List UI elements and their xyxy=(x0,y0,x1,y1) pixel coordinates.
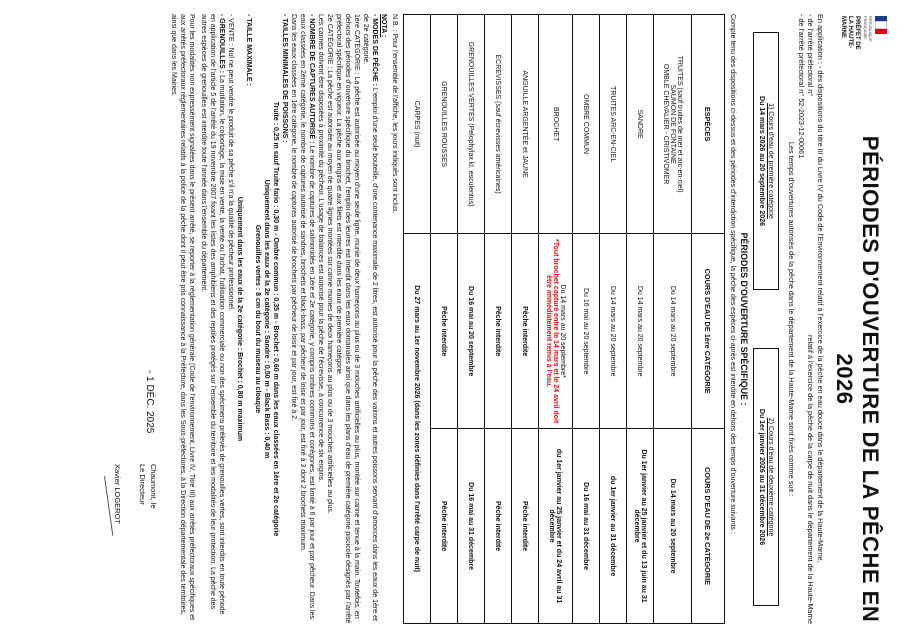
brochet-warning: *Tout brochet capturé entre le 14 mars et le 24 avril doit être immédiatement remis à l'eau. xyxy=(544,239,559,424)
species-cell: ANGUILLE ARGENTÉE et JAUNE xyxy=(511,15,538,234)
table-row xyxy=(457,15,484,624)
logo-republique: RÉPUBLIQUE FRANÇAISE xyxy=(863,16,873,42)
cat1-cell: Du 14 mars au 20 septembre xyxy=(626,234,653,429)
intro-line-3: - de l'arrêté préfectoral n° 52-2023-12-00061 xyxy=(796,14,806,159)
header-species: ESPÈCES xyxy=(691,15,724,234)
header xyxy=(832,14,893,624)
cat2-cell: Du 14 mars au 20 septembre xyxy=(653,429,691,624)
page-title: PÉRIODES D'OUVERTURE DE LA PÊCHE EN 2026 xyxy=(832,135,883,623)
intro-line-2 xyxy=(806,14,816,624)
grenouilles-title: - GRENOUILLES : xyxy=(217,14,225,74)
tailles-line-3: Grenouilles vertes : 8 cm du bout du museau au cloaque xyxy=(253,224,261,414)
carpe-cell: Du 27 mars au 1er novembre 2026 (dans les zones définies dans l'arrêté carpe de nuit) xyxy=(403,234,430,624)
cat2-cell: Du 1er janvier au 25 janvier et du 13 juin au 31 décembre xyxy=(626,429,653,624)
table-row xyxy=(511,15,538,624)
cat1-cell: Pêche interdite xyxy=(430,234,457,429)
cat2-cell: Pêche interdite xyxy=(511,429,538,624)
intro-line-4: Les temps d'ouvertures autorisés de la pêche dans le département de la Haute-Marne sont fixés comme suit : xyxy=(787,141,797,497)
taille-max-text: Uniquement dans les eaux de la 2e catégorie : Brochet : 0,80 m maximum xyxy=(235,196,243,442)
signature-date: - 1 DÉC. 2025 xyxy=(143,370,155,434)
tailles-title xyxy=(280,14,289,624)
species-cell: GRENOUILLES ROUSSES xyxy=(430,15,457,234)
signature-block xyxy=(73,14,163,624)
category-1-dates: Du 14 mars 2026 au 20 septembre 2026 xyxy=(757,96,765,226)
species-cell: ÉCREVISSES (sauf écrevisses américaines) xyxy=(484,15,511,234)
cat1-cell: Du 14 mars au 20 septembre xyxy=(599,234,626,429)
tailles-line-2: Uniquement dans les eaux de la 2e catégorie : Sandre : 0,50 m - Black Bass : 0,40 m xyxy=(262,179,270,459)
header-cat2: COURS D'EAU DE 2e CATÉGORIE xyxy=(691,429,724,624)
cat1-cell xyxy=(538,234,572,429)
species-cell: SANDRE xyxy=(626,15,653,234)
header-cat1: COURS D'EAU DE 1ère CATÉGORIE xyxy=(691,234,724,429)
species-cell: GRENOUILLES VERTES (Pelophylax kl. esculentus) xyxy=(457,15,484,234)
footer-paragraph: Pour les modalités non expressément signalées dans le présent arrêté, se reporter à la réglementation générale (Code de l'environnement, Livre IV, Titre III) aux arrêtés préfectoraux spécifiques et aux arrêtés préfectoraux réglementaires relatifs à la police de la pêche dont il peut être pris connaissance à la Préfecture, dans les Sous-préfectures, à la Direction départementale des territoires, ainsi que dans les Mairies. xyxy=(169,14,195,621)
table-row xyxy=(430,15,457,624)
table-row xyxy=(403,15,430,624)
vente-paragraph: - VENTE : Nul ne peut vendre le produit de sa pêche s'il n'a la qualité de pêcheur professionnel. xyxy=(226,14,234,311)
cat1-cell: Du 14 mars au 20 septembre xyxy=(653,234,691,429)
table-row xyxy=(653,15,691,624)
cat2-cell: Du 16 mai au 31 décembre xyxy=(457,429,484,624)
tailles-title-text: - TAILLES MINIMALES DE POISSONS : xyxy=(280,14,288,143)
cat1-cell: Du 16 mai au 20 septembre xyxy=(457,234,484,429)
nombre-paragraph-2: Dans les eaux classées en 1ère catégorie, le nombre de captures autorisé de brochets par pêcheur de loisir et par jour, est fixé à 2. xyxy=(289,14,297,422)
category-2-dates: Du 1er janvier 2026 au 31 décembre 2026 xyxy=(757,408,765,546)
cat1-cell: Pêche interdite xyxy=(484,234,511,429)
nota-title: NOTA : xyxy=(379,14,387,38)
category-1-box xyxy=(753,32,779,290)
category-boxes xyxy=(753,32,779,606)
brochet-cat1-dates: Du 14 mars au 20 septembre* xyxy=(558,284,566,378)
nombre-title: - NOMBRE DE CAPTURES AUTORISÉ : xyxy=(307,14,315,144)
cat2-cell: Pêche interdite xyxy=(430,429,457,624)
grenouilles-text: La mutilation, le colportage, la mise en vente, la vente ou l'achat, l'utilisation commerciale ou non des spécimens prélevés de grenouilles vertes, sont interdits en toute période en application de l'article 5 de l'arrêté du 19 novembre 2007 fixant les listes des amphibiens et des reptiles protégés sur l'ensemble du territoire et les modalités de leur protection. La pêche des autres espèces de grenouilles est interdite toute l'année dans l'ensemble du département. xyxy=(199,14,225,615)
intro xyxy=(787,14,825,624)
cat2-cell: du 1er janvier au 31 décembre xyxy=(599,429,626,624)
taille-max-title xyxy=(244,14,253,624)
cat2-cell: du 1er janvier au 25 janvier et du 24 avril au 31 décembre xyxy=(538,429,572,624)
cat1-paragraph: 1ère CATÉGORIE : La pêche est autorisée au moyen d'une seule ligne, munie de deux hameçons au plus ou de 3 mouches artificielles au plus, montée sur canne et tenue à la main. Toutefois, en dehors des périodes d'ouverture spécifique du brochet, l'emploi des leurres est interdit dans les eaux domaniales ainsi que dans les plans d'eau de première catégorie piscicole désignés par l'arrêté préfectoral spécifique en vigueur. La pêche aux engins et aux filets est interdite dans les eaux de première catégorie. xyxy=(334,14,360,624)
logo-prefet: PRÉFET DE LA HAUTE-MARNE xyxy=(840,16,860,50)
species-cell: CARPES (nuit) xyxy=(403,15,430,234)
category-1-label: 1) Cours d'eau de première catégorie xyxy=(766,103,774,219)
specific-subtitle: Compte tenu des dispositions ci-dessus et des périodes d'interdiction spécifique, la pêche des espèces ci-après est interdite en dehors des temps d'ouverture suivants : xyxy=(728,14,736,534)
table-row xyxy=(484,15,511,624)
table-row xyxy=(538,15,572,624)
cat2-paragraph: 2e CATÉGORIE : La pêche est autorisée au moyen de quatre lignes montées sur canne munies de deux hameçons au plus ou de 3 mouches artificielles au plus. xyxy=(325,14,333,514)
cannes-paragraph: Les cannes doivent être disposées à proximité du pêcheur. L'usage de balances est autorisé pour la pêche de l'écrevisse, à concurrence de six engins. xyxy=(316,14,324,483)
modes-text: L'emploi d'une seule bouteille, d'une contenance maximale de 2 litres, est autorisé pour la pêche des vairons et autres poissons servant d'amorces dans les eaux de 1ère et de 2e catégorie. xyxy=(361,14,378,621)
flag-icon xyxy=(875,16,887,34)
signature-role: Le Directeur xyxy=(137,464,147,505)
species-cell: TRUITES ARC-EN-CIEL xyxy=(599,15,626,234)
intro-line-2b: relatif à l'exercice de la pêche de la carpe de nuit dans le département de la Haute-Marne xyxy=(806,335,816,624)
modes-title: - MODES DE PÊCHE : xyxy=(370,14,378,86)
taille-max-title-text: - TAILLE MAXIMALE : xyxy=(244,14,252,86)
cat1-cell: Du 16 mai au 20 septembre xyxy=(572,234,599,429)
nb-note: N.B. : Pour l'ensemble de l'affiche, les jours indiqués sont inclus. xyxy=(390,14,398,214)
intro-line-2a: - de l'arrêté préfectoral n° xyxy=(806,14,816,97)
species-cell: TRUITES (sauf truites de mer et arc-en-ciel) SAUMON DE FONTAINE OMBLE CHEVALIER - CRISTIVOMER xyxy=(653,15,691,234)
species-cell: BROCHET xyxy=(538,15,572,234)
specific-title: PÉRIODES D'OUVERTURE SPÉCIFIQUE : xyxy=(738,232,749,406)
category-2-box xyxy=(753,348,779,606)
signature-place: Chaumont, le xyxy=(148,464,158,509)
signature-name: Xavier LOGEROT xyxy=(112,464,122,525)
periods-table xyxy=(403,14,725,624)
species-cell: OMBRE COMMUN xyxy=(572,15,599,234)
cat2-cell: Pêche interdite xyxy=(484,429,511,624)
tailles-line-1: Truite : 0,25 m sauf Truite fario : 0,30 m - Ombre commun : 0,35 m - Brochet : 0,60 m dans les eaux classées en 1ère et 2e catégorie xyxy=(271,101,279,537)
cat1-cell: Pêche interdite xyxy=(511,234,538,429)
intro-line-1: En application : - des dispositions du titre III du Livre IV du Code de l'Environnement relatif à l'exercice de la pêche en eau douce dans le département de la Haute-Marne, xyxy=(816,14,825,563)
prefecture-logo xyxy=(839,16,887,56)
table-row xyxy=(626,15,653,624)
table-row xyxy=(572,15,599,624)
cat2-cell: Du 16 mai au 31 décembre xyxy=(572,429,599,624)
grenouilles-paragraph xyxy=(199,14,226,624)
table-row xyxy=(599,15,626,624)
table-header-row xyxy=(691,15,724,624)
nombre-paragraph xyxy=(298,14,316,624)
modes-paragraph xyxy=(361,14,379,624)
nota-section xyxy=(169,14,388,624)
nombre-text: Le nombre de captures de salmonidés en 1ère et 2e catégorie, y compris ombres communs et corégones, est limité à 6 par jour et par pêcheur. Dans les eaux classées en 2ème catégorie, le nombre de captures autorisé de sandres, brochets et black-bass, par pêcheur de loisir et par jour, est fixé à 3 dont 2 brochets maximum. xyxy=(298,14,315,619)
category-2-label: 2) Cours d'eau de deuxième catégorie xyxy=(766,417,774,537)
